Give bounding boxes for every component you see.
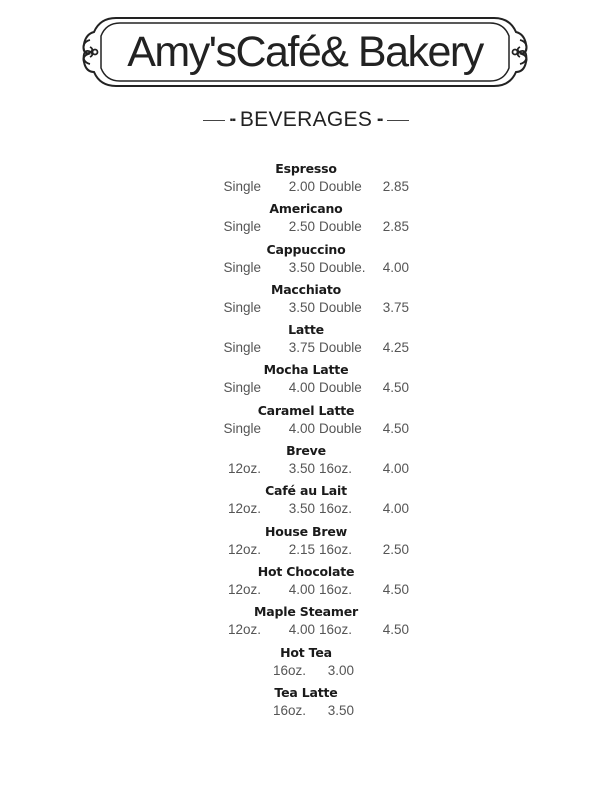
price-value: 4.50 [382,420,409,436]
item-name: Hot Chocolate [257,563,355,579]
price-value: 3.50 [288,259,315,275]
price-value: 2.00 [288,179,315,194]
menu-item [0,644,612,684]
size-label: 16oz. [319,622,353,638]
price-value: 4.00 [382,501,409,517]
price-row [0,420,612,438]
section-heading [0,108,612,132]
size-label: Double [319,219,362,235]
item-name: Breve [286,443,326,459]
size-label: 16oz. [319,541,353,557]
size-label: Double [319,299,362,315]
item-name: Cappuccino [266,241,346,257]
price-value: 2.50 [382,541,409,557]
price-value: 3.50 [288,501,315,517]
item-name: Americano [269,201,343,217]
price-value: 4.00 [288,622,315,638]
price-row [0,460,612,478]
cafe-name: Amy'sCafé& Bakery [127,28,483,76]
menu-item [0,442,612,482]
price-value: 3.00 [327,662,354,678]
menu-item [0,200,612,240]
price-row [0,500,612,518]
menu-item [0,321,612,361]
menu-item [0,402,612,442]
size-label: 12oz. [227,501,261,517]
size-label: 12oz. [227,541,261,557]
beverage-menu [0,160,612,724]
price-value: 4.25 [382,340,409,356]
price-value: 4.50 [382,380,409,396]
size-label: Single [223,219,261,235]
price-value: 4.00 [288,420,315,436]
price-row [0,662,612,680]
menu-item [0,523,612,563]
item-name: Maple Steamer [254,604,358,620]
item-name: Caramel Latte [257,402,355,418]
heading-ornament-left: ▪▪ [229,114,235,126]
item-name: Tea Latte [274,684,338,700]
menu-item [0,160,612,200]
size-label: 16oz. [272,702,306,718]
size-label: Double [319,179,362,194]
size-label: Double [319,380,362,396]
item-name: Hot Tea [280,644,332,660]
price-value: 4.00 [382,461,409,477]
size-label: 12oz. [227,581,261,597]
price-value: 3.75 [382,299,409,315]
size-label: Single [223,179,261,194]
size-label: 16oz. [319,501,353,517]
price-row [0,702,612,720]
price-row [0,299,612,317]
size-label: Single [223,259,261,275]
item-name: House Brew [265,523,347,539]
menu-item [0,684,612,724]
price-value: 3.50 [288,299,315,315]
item-name: Latte [288,322,324,338]
price-value: 3.50 [288,461,315,477]
price-value: 4.00 [288,380,315,396]
price-row [0,259,612,277]
menu-item [0,361,612,401]
size-label: 12oz. [227,622,261,638]
price-value: 4.00 [288,581,315,597]
size-label: Single [223,380,261,396]
price-value: 3.75 [288,340,315,356]
menu-item [0,482,612,522]
menu-item [0,241,612,281]
size-label: 16oz. [319,461,353,477]
price-value: 2.85 [382,219,409,235]
size-label: Single [223,420,261,436]
item-name: Espresso [275,161,337,176]
price-value: 2.50 [288,219,315,235]
size-label: Double [319,420,362,436]
price-row [0,541,612,559]
price-value: 4.00 [382,259,409,275]
price-row [0,339,612,357]
price-row [0,379,612,397]
size-label: Double [319,340,362,356]
heading-ornament-right: ▪▪ [377,114,383,126]
size-label: 16oz. [319,581,353,597]
header-banner [76,14,534,90]
menu-item [0,603,612,643]
price-row [0,178,612,196]
menu-item [0,563,612,603]
size-label: Single [223,340,261,356]
size-label: 12oz. [227,461,261,477]
price-row [0,218,612,236]
price-value: 2.85 [382,179,409,194]
item-name: Mocha Latte [263,362,349,378]
price-value: 4.50 [382,622,409,638]
item-name: Café au Lait [265,483,347,499]
heading-rule-left [203,120,225,121]
price-row [0,621,612,639]
price-value: 2.15 [288,541,315,557]
menu-item [0,281,612,321]
item-name: Macchiato [270,281,342,297]
heading-rule-right [387,120,409,121]
size-label: Double. [319,259,366,275]
section-title: BEVERAGES [239,108,373,131]
size-label: Single [223,299,261,315]
size-label: 16oz. [272,662,306,678]
price-value: 3.50 [327,702,354,718]
price-value: 4.50 [382,581,409,597]
price-row [0,581,612,599]
